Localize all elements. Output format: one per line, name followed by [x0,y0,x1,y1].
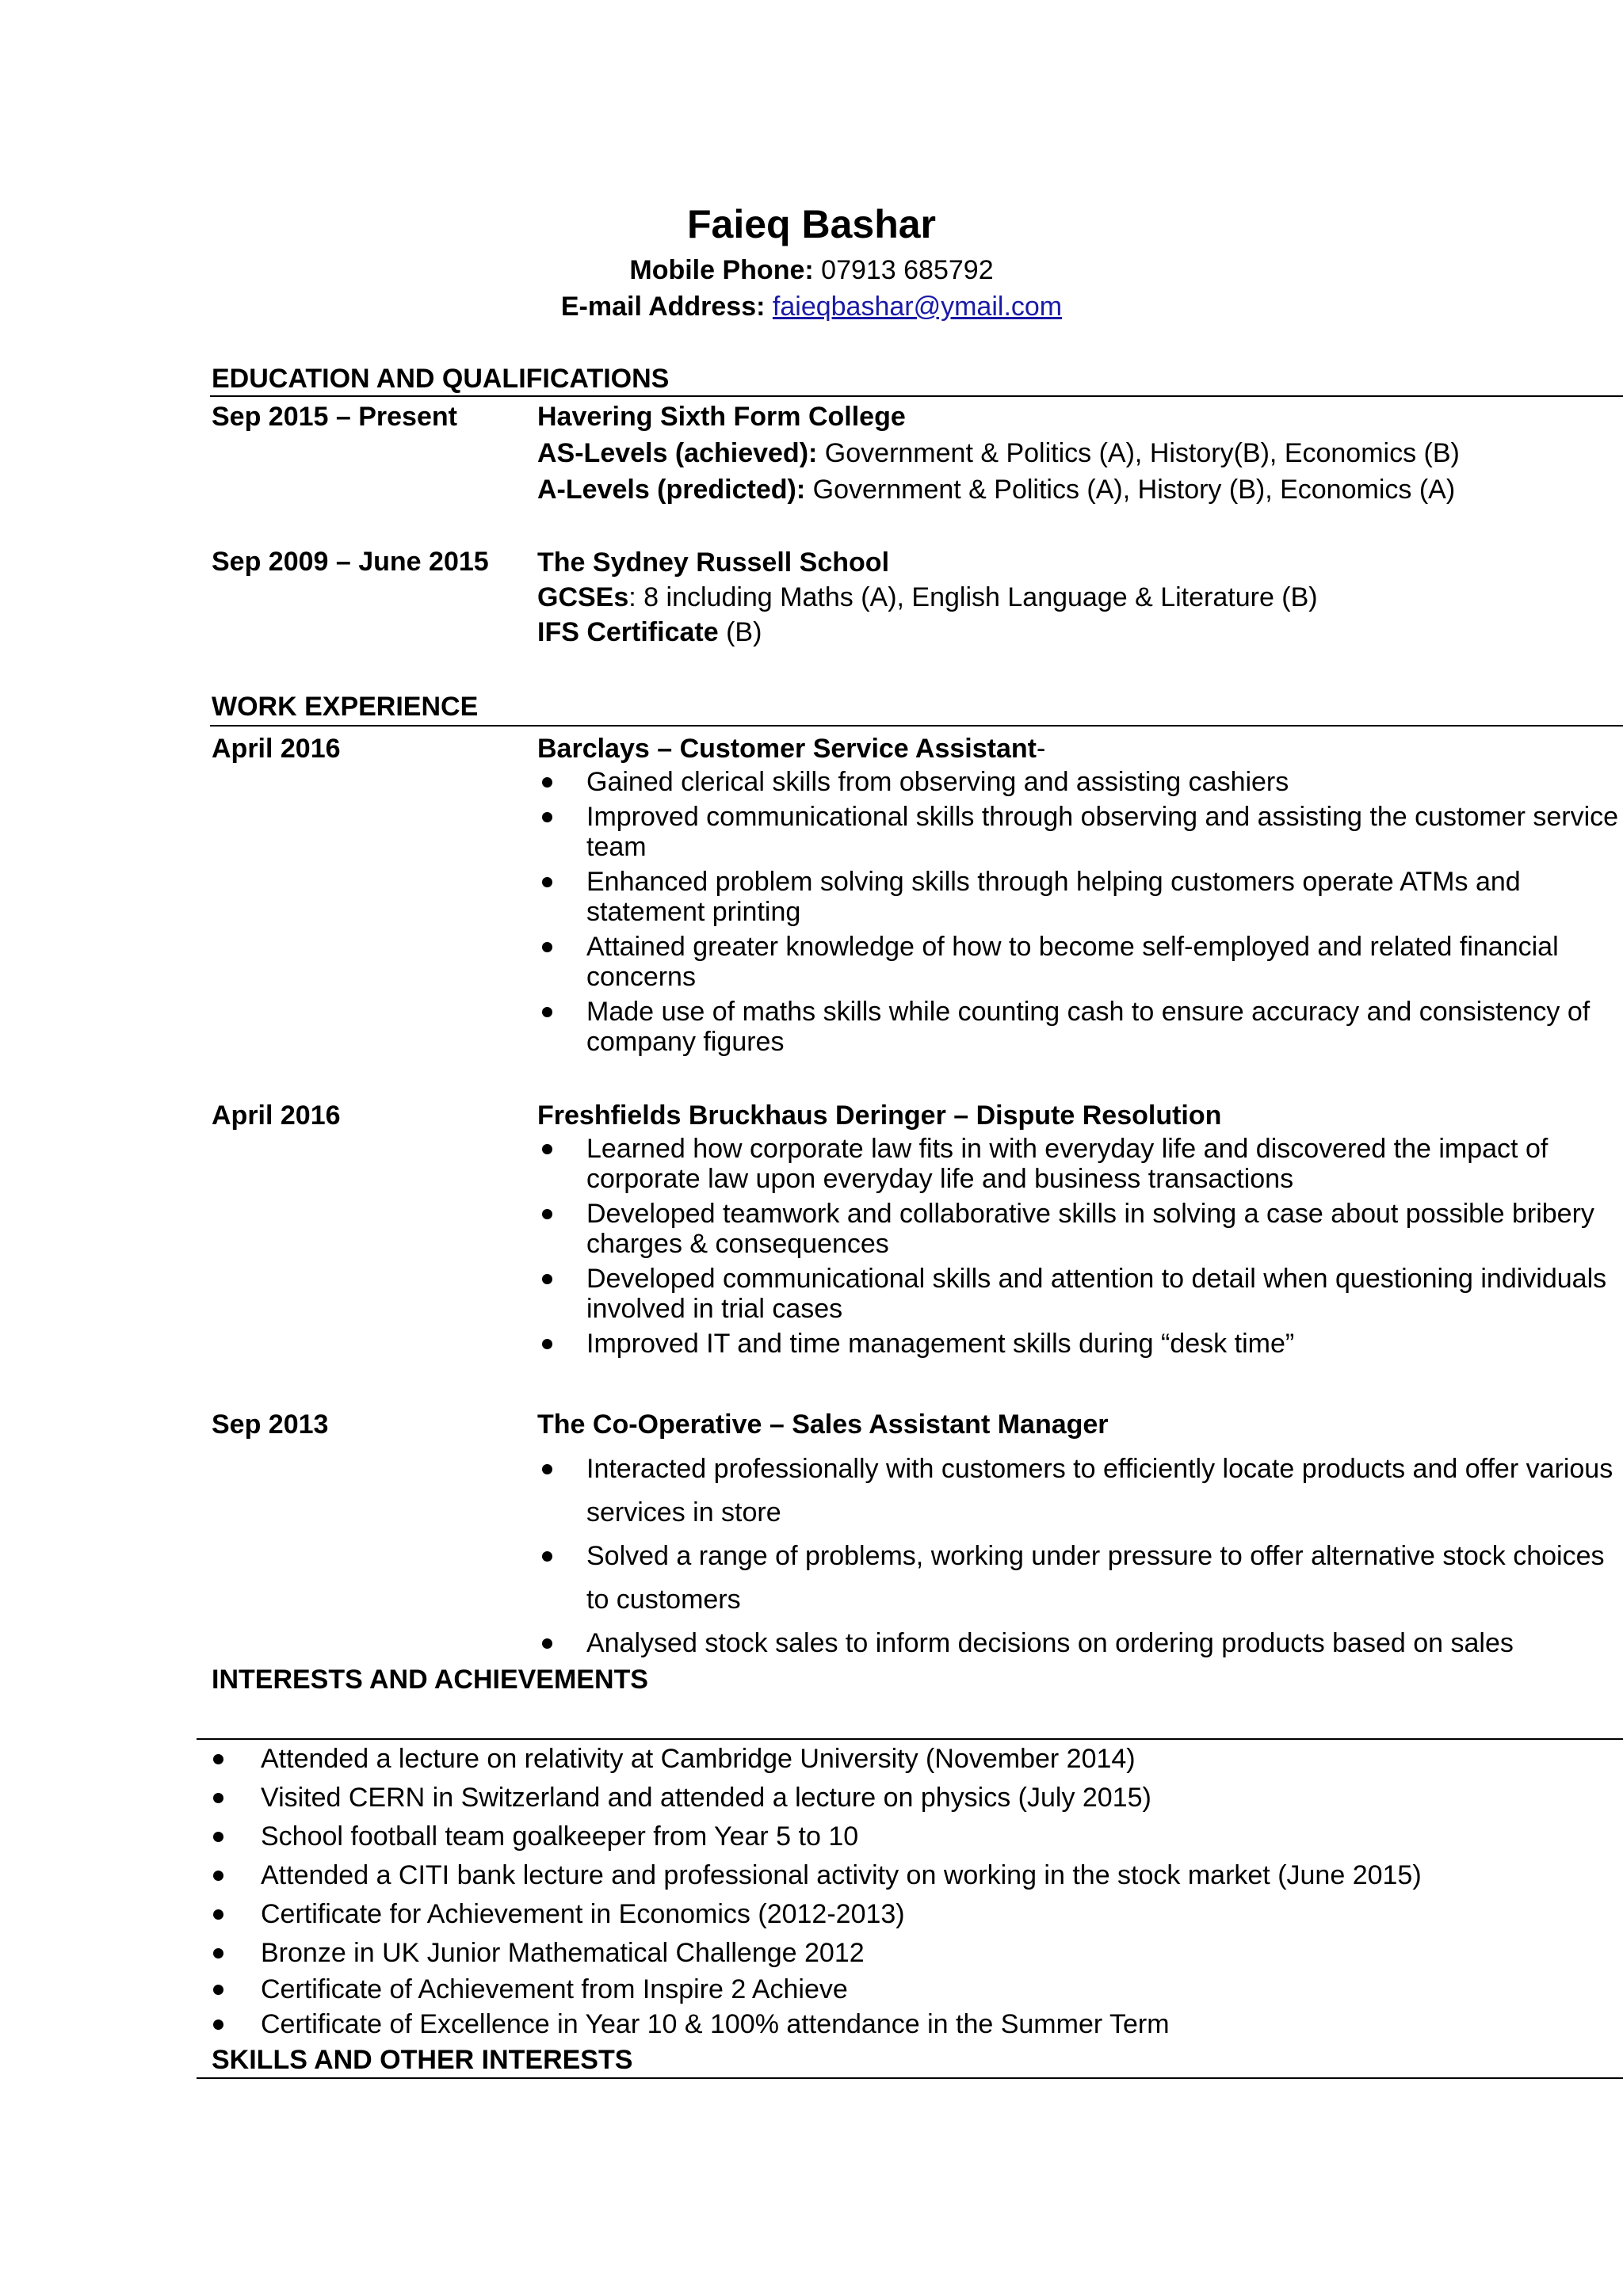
qualification-text: Government & Politics (A), History(B), Economics (B) [817,438,1460,468]
list-item: Developed teamwork and collaborative skills in solving a case about possible bribery charges & consequences [537,1199,1623,1259]
list-item: Analysed stock sales to inform decisions on ordering products based on sales [537,1622,1623,1665]
school-name: The Sydney Russell School [537,547,890,578]
job-bullets [537,1447,1623,1665]
email-link[interactable]: faieqbashar@ymail.com [772,292,1063,322]
list-item: Attended a lecture on relativity at Cambridge University (November 2014) [212,1741,1623,1776]
school-name: Havering Sixth Form College [537,402,906,432]
work-entry-1 [537,730,1623,1062]
education-section-title: EDUCATION AND QUALIFICATIONS [212,364,670,394]
work-entry-3 [537,1406,1623,1665]
qualification-text: (B) [718,617,762,647]
phone-number: 07913 685792 [821,255,994,285]
list-item: Certificate for Achievement in Economics (2012-2013) [212,1897,1623,1932]
work-entry-2 [537,1097,1623,1363]
qualification-line [537,580,1623,615]
interests-section-title: INTERESTS AND ACHIEVEMENTS [212,1665,648,1695]
qualification-line [537,435,1623,471]
list-item: Attained greater knowledge of how to become self-employed and related financial concerns [537,932,1623,992]
job-title: The Co-Operative – Sales Assistant Manager [537,1409,1109,1440]
cv-header [0,196,1623,325]
qualification-line [537,471,1623,508]
education-entry-2 [537,545,1623,650]
qualification-label: IFS Certificate [537,617,719,647]
list-item: Gained clerical skills from observing and assisting cashiers [537,767,1623,797]
list-item: Improved IT and time management skills during “desk time” [537,1329,1623,1359]
list-item: Bronze in UK Junior Mathematical Challenge 2012 [212,1936,1623,1970]
list-item: Made use of maths skills while counting cash to ensure accuracy and consistency of company figures [537,997,1623,1057]
qualification-text: Government & Politics (A), History (B), Economics (A) [805,475,1456,505]
phone-line [0,252,1623,288]
interests-list-container [212,1741,1623,2042]
email-label: E-mail Address: [560,292,766,322]
education-date-2: Sep 2009 – June 2015 [212,547,489,577]
list-item: Interacted professionally with customers to efficiently locate products and offer various services in store [537,1447,1623,1535]
work-date-1: April 2016 [212,734,341,764]
email-line [0,288,1623,325]
job-title: Barclays – Customer Service Assistant- [537,734,1046,764]
candidate-name: Faieq Bashar [686,202,936,246]
job-title: Freshfields Bruckhaus Deringer – Dispute Resolution [537,1100,1222,1131]
work-section-title: WORK EXPERIENCE [212,692,479,722]
list-item: Certificate of Achievement from Inspire 2 Achieve [212,1972,1623,2007]
work-divider [210,725,1623,727]
work-date-3: Sep 2013 [212,1409,329,1440]
qualification-label: AS-Levels (achieved): [537,438,818,468]
list-item: Improved communicational skills through observing and assisting the customer service team [537,802,1623,862]
qualification-text: : 8 including Maths (A), English Language & Literature (B) [628,582,1318,612]
job-bullets [537,767,1623,1057]
skills-divider [197,2077,1623,2079]
list-item: Certificate of Excellence in Year 10 & 100% attendance in the Summer Term [212,2007,1623,2042]
skills-section-title: SKILLS AND OTHER INTERESTS [212,2045,633,2075]
interests-list [212,1741,1623,2042]
education-date-1: Sep 2015 – Present [212,402,457,432]
list-item: School football team goalkeeper from Year 5 to 10 [212,1819,1623,1854]
work-date-2: April 2016 [212,1100,341,1131]
qualification-label: A-Levels (predicted): [537,475,806,505]
qualification-label: GCSEs [537,582,629,612]
education-entry-1 [537,399,1623,508]
qualification-line [537,615,1623,650]
list-item: Developed communicational skills and attention to detail when questioning individuals involved in trial cases [537,1264,1623,1324]
list-item: Attended a CITI bank lecture and professional activity on working in the stock market (June 2015) [212,1858,1623,1893]
list-item: Visited CERN in Switzerland and attended a lecture on physics (July 2015) [212,1780,1623,1815]
job-bullets [537,1134,1623,1359]
education-divider [210,395,1623,397]
interests-divider [197,1738,1623,1740]
phone-label: Mobile Phone: [629,255,814,285]
list-item: Enhanced problem solving skills through helping customers operate ATMs and statement printing [537,867,1623,927]
list-item: Learned how corporate law fits in with everyday life and discovered the impact of corporate law upon everyday life and business transactions [537,1134,1623,1194]
list-item: Solved a range of problems, working under pressure to offer alternative stock choices to customers [537,1535,1623,1622]
